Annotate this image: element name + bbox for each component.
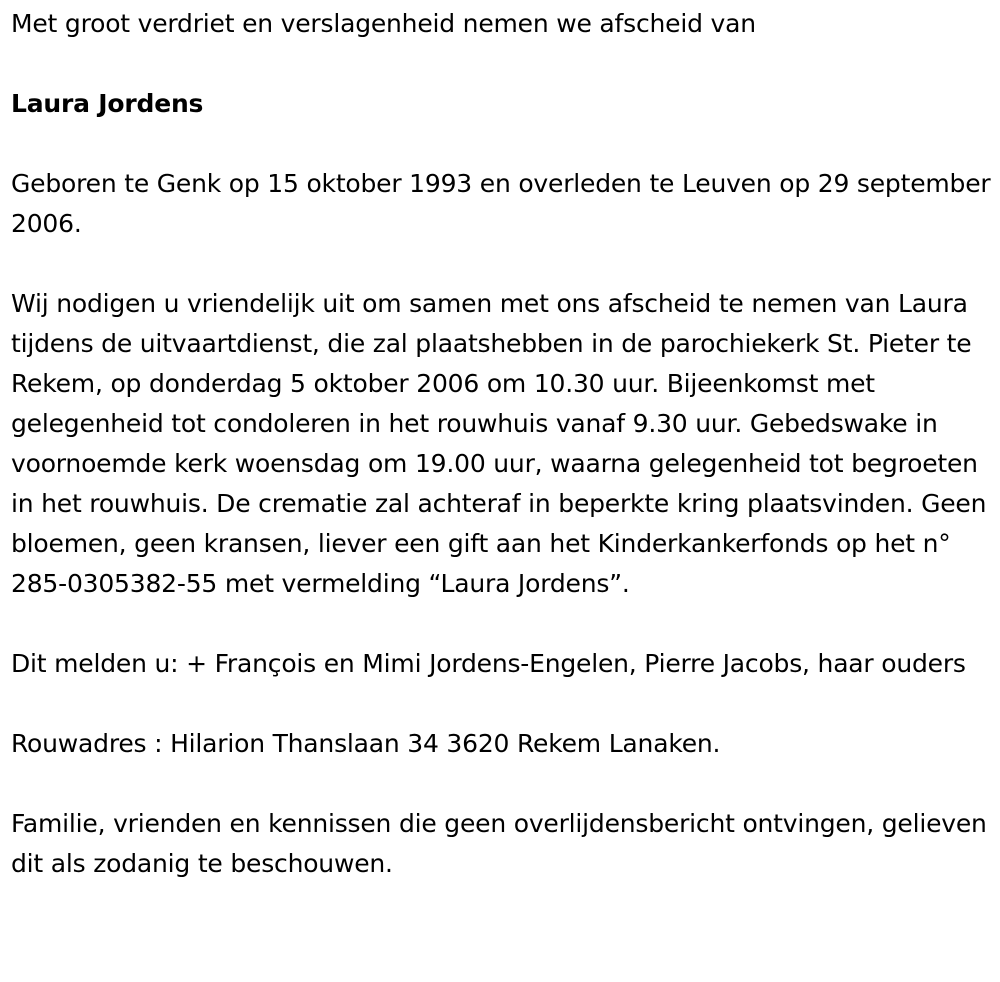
birth-death-text: Geboren te Genk op 15 oktober 1993 en overleden te Leuven op 29 september 2006. bbox=[11, 169, 991, 238]
intro-text: Met groot verdriet en verslagenheid nemen we afscheid van bbox=[11, 9, 756, 38]
funeral-service-text: Wij nodigen u vriendelijk uit om samen met ons afscheid te nemen van Laura tijdens de uitvaartdienst, die zal plaatshebben in de parochiekerk St. Pieter te Rekem, op donderdag 5 oktober 2006 om 10.30 uur. Bijeenkomst met gelegenheid tot condoleren in het rouwhuis vanaf 9.30 uur. Gebedswake in voornoemde kerk woensdag om 19.00 uur, waarna gelegenheid tot begroeten in het rouwhuis. De crematie zal achteraf in beperkte kring plaatsvinden. Geen bloemen, geen kransen, liever een gift aan het Kinderkankerfonds op het n° 285-0305382-55 met vermelding “Laura Jordens”. bbox=[11, 289, 987, 598]
mourning-address: Rouwadres : Hilarion Thanslaan 34 3620 Rekem Lanaken. bbox=[11, 729, 721, 758]
obituary-document bbox=[11, 4, 991, 884]
announced-by-text: Dit melden u: + François en Mimi Jordens-Engelen, Pierre Jacobs, haar ouders bbox=[11, 649, 966, 678]
deceased-name: Laura Jordens bbox=[11, 89, 204, 118]
closing-text: Familie, vrienden en kennissen die geen overlijdensbericht ontvingen, gelieven dit als zodanig te beschouwen. bbox=[11, 809, 987, 878]
